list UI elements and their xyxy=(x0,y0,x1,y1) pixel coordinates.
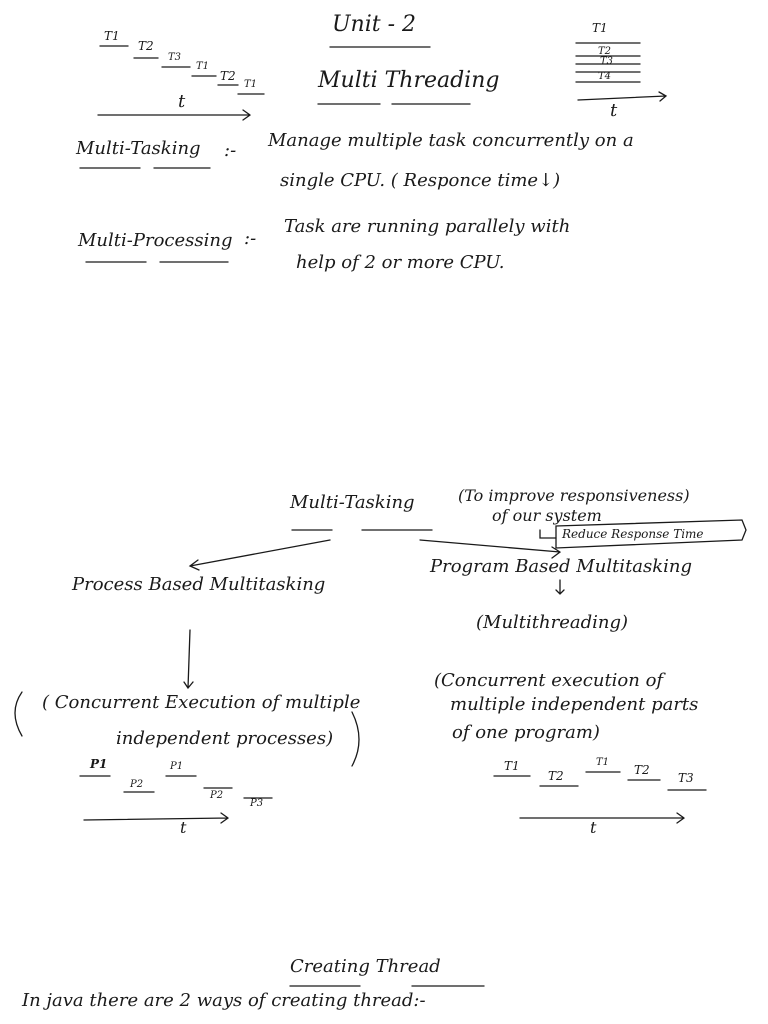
gantt-label: T1 xyxy=(196,61,210,72)
unit-title: Unit - 2 xyxy=(332,12,417,37)
section-title: Creating Thread xyxy=(290,956,441,977)
tree-right-branch: Program Based Multitasking xyxy=(430,556,693,577)
thread-description: of one program) xyxy=(452,722,600,743)
subject-title: Multi Threading xyxy=(318,68,500,93)
gantt-label: T3 xyxy=(678,771,694,785)
gantt-label: T2 xyxy=(138,39,154,53)
time-axis-label: t xyxy=(180,818,187,837)
definition-term: Multi-Processing xyxy=(78,230,233,251)
time-axis-label: t xyxy=(178,91,186,112)
definition-text: Manage multiple task concurrently on a xyxy=(268,130,634,151)
section-body: In java there are 2 ways of creating thread:- xyxy=(22,990,426,1011)
gantt-label: T1 xyxy=(504,759,520,773)
definition-text: single CPU. ( Responce time↓) xyxy=(280,170,561,191)
tree-root-note: of our system xyxy=(492,506,602,525)
gantt-label: T1 xyxy=(596,757,610,768)
gantt-label: P3 xyxy=(250,798,264,809)
gantt-label: P1 xyxy=(90,757,108,771)
process-description: ( Concurrent Execution of multiple xyxy=(42,692,361,713)
definition-text: help of 2 or more CPU. xyxy=(296,252,505,273)
process-description: independent processes) xyxy=(116,728,334,749)
gantt-label: T3 xyxy=(168,52,182,63)
thread-description: (Concurrent execution of xyxy=(434,670,664,691)
gantt-label: P1 xyxy=(170,761,184,772)
gantt-label: T3 xyxy=(600,56,614,67)
gantt-label: T1 xyxy=(592,21,608,35)
time-axis-label: t xyxy=(590,818,597,837)
gantt-label: P2 xyxy=(130,779,144,790)
gantt-label: T2 xyxy=(548,769,564,783)
gantt-label: T4 xyxy=(598,71,612,82)
definition-term: Multi-Tasking xyxy=(76,138,201,159)
gantt-label: T1 xyxy=(244,79,258,90)
reduce-response-time-box: Reduce Response Time xyxy=(562,527,704,541)
gantt-label: T2 xyxy=(634,763,650,777)
gantt-label: T2 xyxy=(598,46,612,57)
tree-root-note: (To improve responsiveness) xyxy=(458,486,690,505)
tree-root: Multi-Tasking xyxy=(290,492,415,513)
tree-right-alias: (Multithreading) xyxy=(476,612,629,633)
gantt-label: T2 xyxy=(220,69,236,83)
thread-description: multiple independent parts xyxy=(450,694,699,715)
definition-text: Task are running parallely with xyxy=(284,216,571,237)
definition-arrow: :- xyxy=(244,228,257,249)
tree-left-branch: Process Based Multitasking xyxy=(72,574,326,595)
time-axis-label: t xyxy=(610,100,618,121)
gantt-label: P2 xyxy=(210,790,224,801)
definition-arrow: :- xyxy=(224,140,237,161)
gantt-label: T1 xyxy=(104,29,120,43)
